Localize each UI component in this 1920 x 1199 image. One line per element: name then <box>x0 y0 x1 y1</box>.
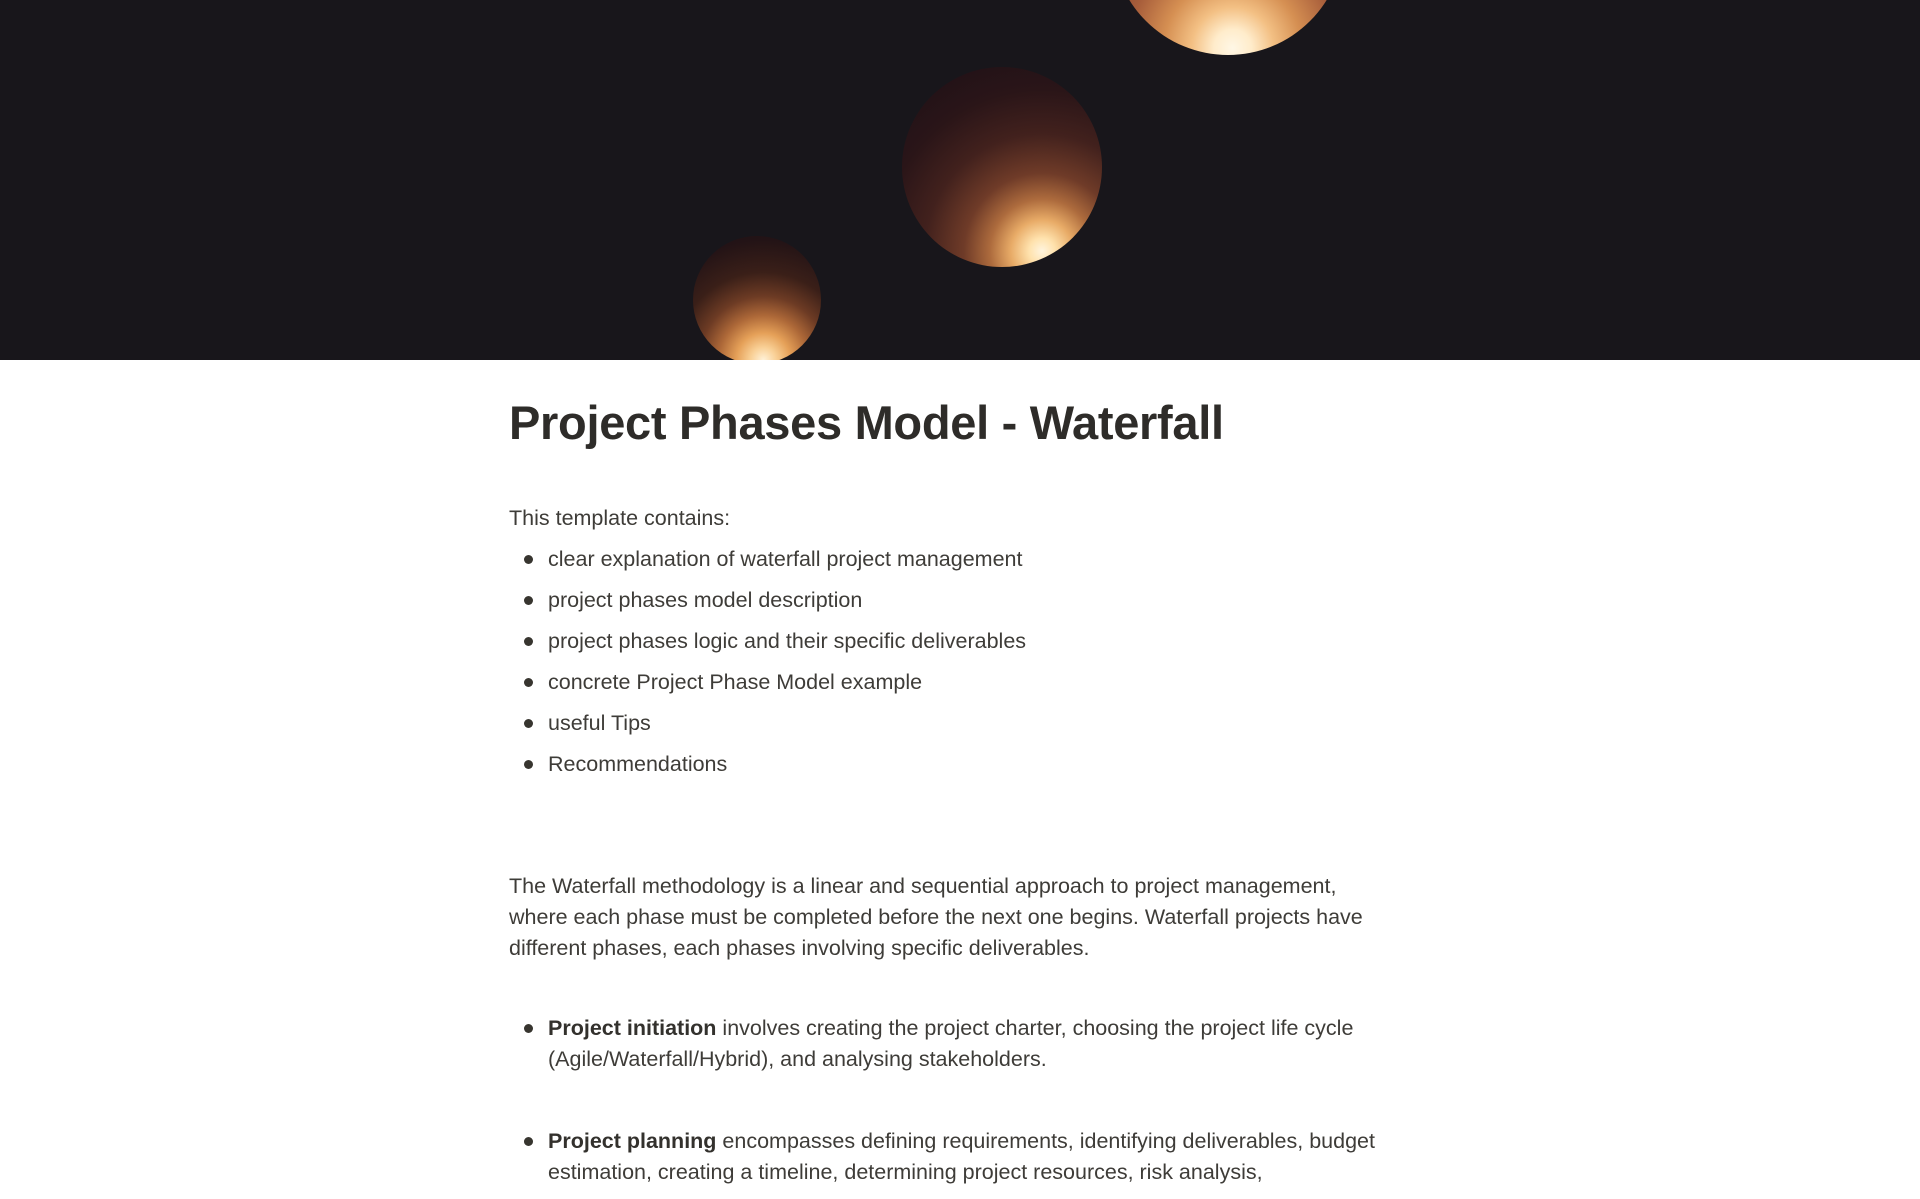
bullet-icon <box>524 719 533 728</box>
phase-label: Project planning <box>548 1129 717 1153</box>
template-contents-list <box>509 544 1389 780</box>
list-item <box>509 708 1389 739</box>
list-item <box>509 1126 1389 1188</box>
waterfall-description-paragraph: The Waterfall methodology is a linear and sequential approach to project management, where each phase must be completed before the next one begins. Waterfall projects have different phases, each phases involving specific deliverables. <box>509 874 1363 960</box>
bullet-icon <box>524 596 533 605</box>
list-item-text: clear explanation of waterfall project management <box>548 547 1023 571</box>
list-item <box>509 544 1389 575</box>
list-item-text: project phases model description <box>548 588 863 612</box>
project-phases-list <box>509 1013 1389 1188</box>
moon-phase-bottom-left <box>693 236 821 360</box>
phase-text: encompasses defining requirements, identifying deliverables, budget estimation, creating a timeline, determining project resources, risk analysis, <box>548 1129 1375 1184</box>
list-item <box>509 1013 1389 1075</box>
list-item <box>509 585 1389 616</box>
intro-lead-text: This template contains: <box>509 506 731 530</box>
page-title: Project Phases Model - Waterfall <box>509 396 1224 449</box>
bullet-icon <box>524 678 533 687</box>
list-item-text: useful Tips <box>548 711 651 735</box>
phase-label: Project initiation <box>548 1016 717 1040</box>
phase-text: involves creating the project charter, choosing the project life cycle (Agile/Waterfall/Hybrid), and analysing stakeholders. <box>548 1016 1354 1071</box>
page-cover <box>0 0 1920 360</box>
bullet-icon <box>524 760 533 769</box>
list-item <box>509 749 1389 780</box>
bullet-icon <box>524 1024 533 1033</box>
bullet-icon <box>524 555 533 564</box>
list-item-text: Recommendations <box>548 752 728 776</box>
moon-phase-middle <box>902 67 1102 267</box>
list-item <box>509 626 1389 657</box>
moon-phases-cover-image <box>0 0 1920 360</box>
list-item-text: concrete Project Phase Model example <box>548 670 923 694</box>
list-item <box>509 667 1389 698</box>
bullet-icon <box>524 1137 533 1146</box>
page-content <box>509 394 1389 1188</box>
bullet-icon <box>524 637 533 646</box>
list-item-text: project phases logic and their specific deliverables <box>548 629 1027 653</box>
